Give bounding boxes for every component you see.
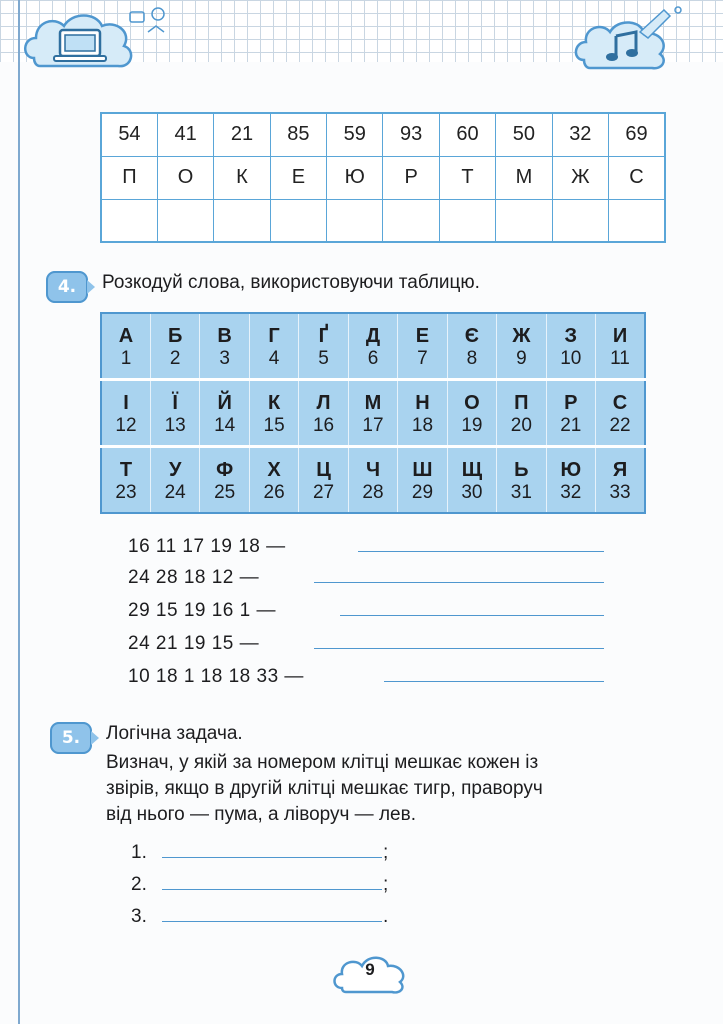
answer-cell[interactable] xyxy=(496,199,552,242)
alphabet-letter: Є xyxy=(447,313,496,348)
answer-line-3[interactable] xyxy=(162,921,382,922)
number-cell: 21 xyxy=(214,113,270,156)
alphabet-letter: Б xyxy=(150,313,199,348)
alphabet-number: 31 xyxy=(497,482,546,513)
answer-row xyxy=(101,199,665,242)
alphabet-letters-row-1 xyxy=(101,313,645,348)
number-cell: 85 xyxy=(270,113,326,156)
answer-end-3: . xyxy=(383,906,389,927)
alphabet-number: 33 xyxy=(596,482,645,513)
alphabet-number: 12 xyxy=(101,415,150,447)
alphabet-letter: И xyxy=(596,313,645,348)
computer-cloud-icon xyxy=(20,8,140,80)
answer-end-2: ; xyxy=(383,874,389,895)
alphabet-letter: Н xyxy=(398,380,447,416)
alphabet-letter: З xyxy=(546,313,595,348)
letter-cell: Ю xyxy=(327,156,383,199)
alphabet-number: 16 xyxy=(299,415,348,447)
alphabet-number: 10 xyxy=(546,348,595,380)
alphabet-numbers-row-1 xyxy=(101,348,645,380)
alphabet-number: 25 xyxy=(200,482,249,513)
letter-cell: О xyxy=(157,156,213,199)
alphabet-number: 8 xyxy=(447,348,496,380)
alphabet-number: 24 xyxy=(150,482,199,513)
alphabet-letter: О xyxy=(447,380,496,416)
alphabet-letter: Х xyxy=(249,447,298,483)
alphabet-letter: Ж xyxy=(497,313,546,348)
alphabet-letters-row-3 xyxy=(101,447,645,483)
alphabet-number: 9 xyxy=(497,348,546,380)
alphabet-number: 17 xyxy=(348,415,397,447)
alphabet-letter: Я xyxy=(596,447,645,483)
alphabet-letter: Д xyxy=(348,313,397,348)
number-cell: 59 xyxy=(327,113,383,156)
letter-cell: М xyxy=(496,156,552,199)
alphabet-number: 15 xyxy=(249,415,298,447)
alphabet-number: 32 xyxy=(546,482,595,513)
code-answer-line-4[interactable] xyxy=(314,648,604,649)
alphabet-number: 11 xyxy=(596,348,645,380)
alphabet-code-table xyxy=(100,312,646,514)
alphabet-number: 26 xyxy=(249,482,298,513)
alphabet-letter: Г xyxy=(249,313,298,348)
answer-cell[interactable] xyxy=(214,199,270,242)
task-4-badge: 4. xyxy=(46,271,88,303)
alphabet-number: 27 xyxy=(299,482,348,513)
alphabet-numbers-row-3 xyxy=(101,482,645,513)
numbers-row xyxy=(101,113,665,156)
alphabet-letter: У xyxy=(150,447,199,483)
number-cell: 50 xyxy=(496,113,552,156)
answer-line-1[interactable] xyxy=(162,857,382,858)
alphabet-letter: Р xyxy=(546,380,595,416)
alphabet-letter: П xyxy=(497,380,546,416)
alphabet-letter: В xyxy=(200,313,249,348)
answer-cell[interactable] xyxy=(383,199,439,242)
code-answer-line-2[interactable] xyxy=(314,582,604,583)
answer-cell[interactable] xyxy=(439,199,495,242)
alphabet-number: 7 xyxy=(398,348,447,380)
answer-cell[interactable] xyxy=(101,199,157,242)
alphabet-number: 21 xyxy=(546,415,595,447)
alphabet-number: 6 xyxy=(348,348,397,380)
answer-cell[interactable] xyxy=(552,199,608,242)
alphabet-number: 5 xyxy=(299,348,348,380)
answer-cell[interactable] xyxy=(270,199,326,242)
alphabet-letter: Ь xyxy=(497,447,546,483)
answer-cell[interactable] xyxy=(157,199,213,242)
alphabet-number: 29 xyxy=(398,482,447,513)
alphabet-letter: Т xyxy=(101,447,150,483)
code-line-3: 29 15 19 16 1 — xyxy=(128,600,276,621)
task-5-badge: 5. xyxy=(50,722,92,754)
alphabet-letter: Ч xyxy=(348,447,397,483)
answer-label-2: 2. xyxy=(131,874,147,895)
answer-label-1: 1. xyxy=(131,842,147,863)
letter-cell: Т xyxy=(439,156,495,199)
number-cell: 93 xyxy=(383,113,439,156)
top-cipher-table xyxy=(100,112,666,243)
task-5-title: Логічна задача. xyxy=(106,723,243,744)
alphabet-letter: М xyxy=(348,380,397,416)
doodle-icons xyxy=(128,4,174,44)
answer-cell[interactable] xyxy=(609,199,665,242)
alphabet-number: 3 xyxy=(200,348,249,380)
code-line-5: 10 18 1 18 18 33 — xyxy=(128,666,304,687)
code-line-4: 24 21 19 15 — xyxy=(128,633,260,654)
alphabet-number: 20 xyxy=(497,415,546,447)
alphabet-letter: Й xyxy=(200,380,249,416)
alphabet-letter: І xyxy=(101,380,150,416)
letter-cell: Ж xyxy=(552,156,608,199)
alphabet-number: 30 xyxy=(447,482,496,513)
letter-cell: Р xyxy=(383,156,439,199)
alphabet-letters-row-2 xyxy=(101,380,645,416)
number-cell: 32 xyxy=(552,113,608,156)
margin-rule xyxy=(18,0,20,1024)
alphabet-number: 23 xyxy=(101,482,150,513)
rocket-doodle-icon xyxy=(630,2,690,42)
letter-cell: С xyxy=(609,156,665,199)
alphabet-letter: Ц xyxy=(299,447,348,483)
alphabet-letter: Ю xyxy=(546,447,595,483)
alphabet-letter: Ї xyxy=(150,380,199,416)
letters-row xyxy=(101,156,665,199)
code-line-2: 24 28 18 12 — xyxy=(128,567,260,588)
number-cell: 69 xyxy=(609,113,665,156)
code-answer-line-3[interactable] xyxy=(340,615,604,616)
alphabet-letter: Ґ xyxy=(299,313,348,348)
alphabet-number: 14 xyxy=(200,415,249,447)
alphabet-number: 28 xyxy=(348,482,397,513)
alphabet-letter: А xyxy=(101,313,150,348)
number-cell: 54 xyxy=(101,113,157,156)
answer-label-3: 3. xyxy=(131,906,147,927)
code-answer-line-1[interactable] xyxy=(358,551,604,552)
letter-cell: К xyxy=(214,156,270,199)
alphabet-number: 22 xyxy=(596,415,645,447)
task-4-instruction: Розкодуй слова, використовуючи таблицю. xyxy=(102,272,480,293)
number-cell: 41 xyxy=(157,113,213,156)
alphabet-numbers-row-2 xyxy=(101,415,645,447)
alphabet-letter: Л xyxy=(299,380,348,416)
number-cell: 60 xyxy=(439,113,495,156)
answer-end-1: ; xyxy=(383,842,389,863)
code-line-1: 16 11 17 19 18 — xyxy=(128,536,286,557)
answer-line-2[interactable] xyxy=(162,889,382,890)
alphabet-letter: Ш xyxy=(398,447,447,483)
alphabet-letter: Щ xyxy=(447,447,496,483)
task-5-text-line-1: Визнач, у якій за номером клітці мешкає кожен із xyxy=(106,752,539,773)
alphabet-letter: Ф xyxy=(200,447,249,483)
task-5-text-line-2: звірів, якщо в другій клітці мешкає тигр, праворуч xyxy=(106,778,543,799)
code-answer-line-5[interactable] xyxy=(384,681,604,682)
alphabet-number: 4 xyxy=(249,348,298,380)
task-5-text-line-3: від нього — пума, а ліворуч — лев. xyxy=(106,804,416,825)
page-number: 9 xyxy=(365,960,375,979)
letter-cell: Е xyxy=(270,156,326,199)
alphabet-number: 18 xyxy=(398,415,447,447)
letter-cell: П xyxy=(101,156,157,199)
alphabet-number: 1 xyxy=(101,348,150,380)
alphabet-letter: К xyxy=(249,380,298,416)
alphabet-number: 13 xyxy=(150,415,199,447)
alphabet-number: 19 xyxy=(447,415,496,447)
alphabet-letter: С xyxy=(596,380,645,416)
alphabet-number: 2 xyxy=(150,348,199,380)
answer-cell[interactable] xyxy=(327,199,383,242)
alphabet-letter: Е xyxy=(398,313,447,348)
